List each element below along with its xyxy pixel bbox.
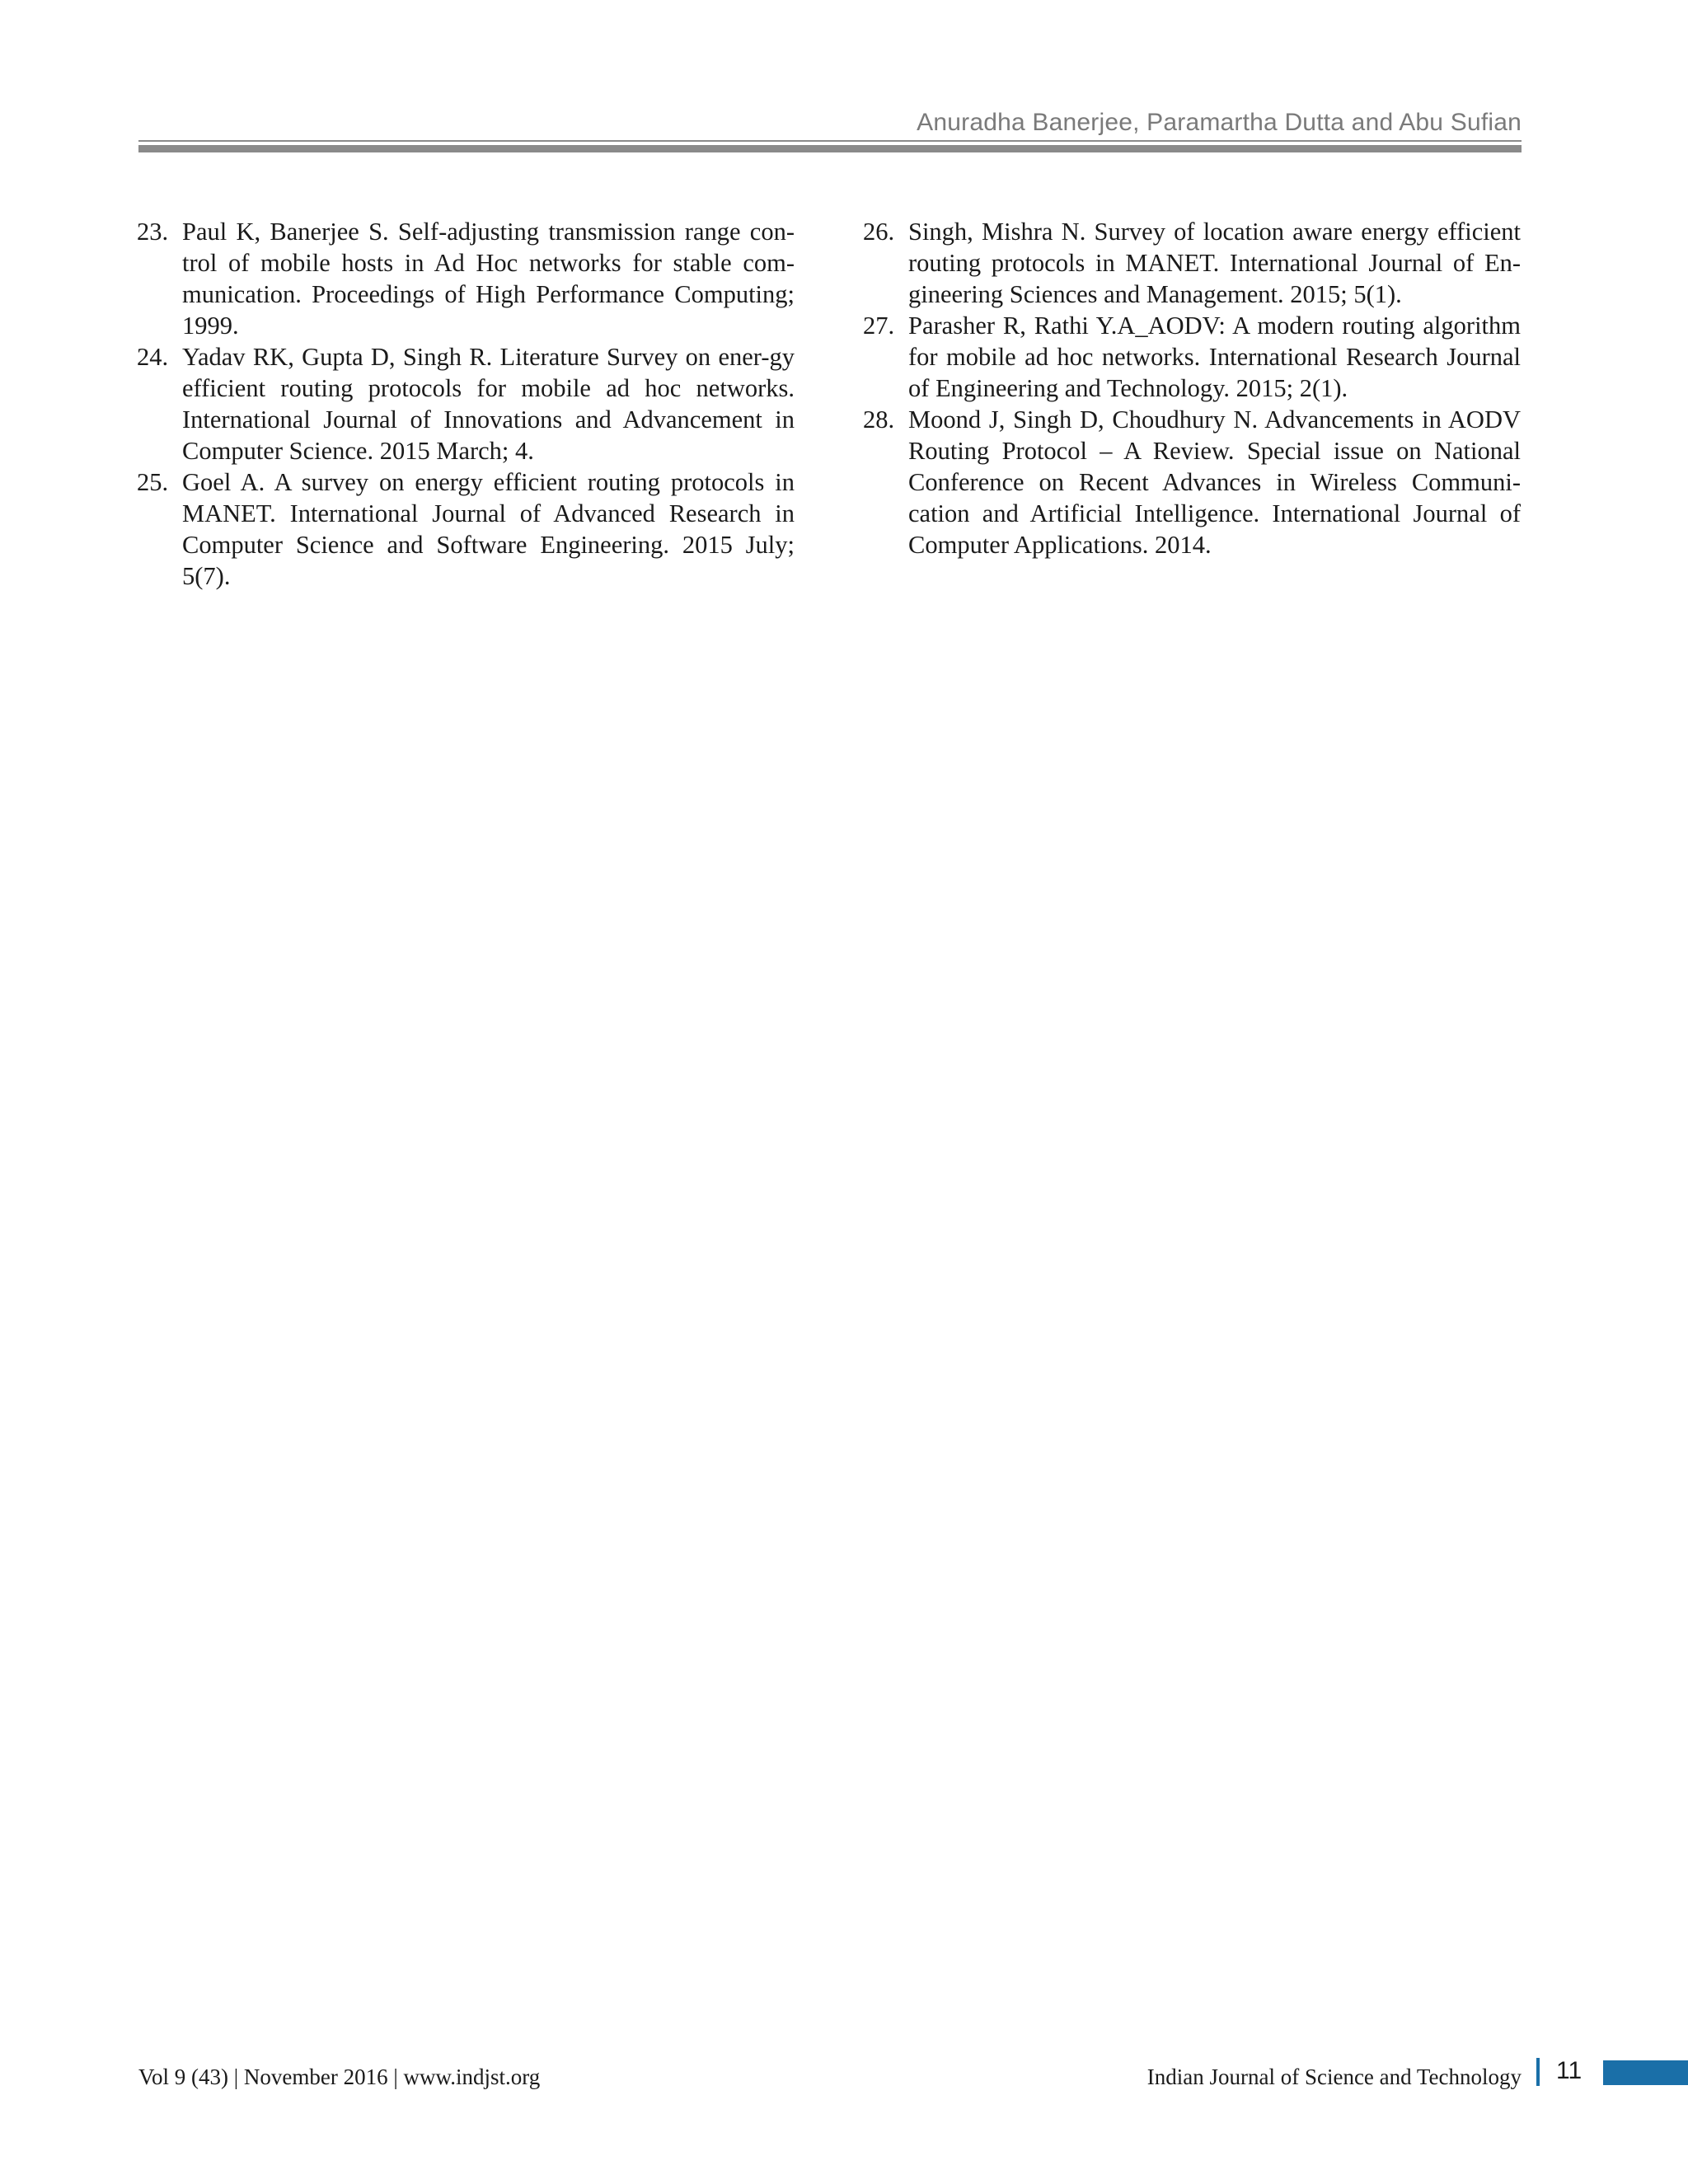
reference-text: Goel A. A survey on energy efficient routing protocols in MANET. International Journal of Advanced Research in Computer Science and Software Engineering. 2015 July; 5(7).: [182, 468, 795, 590]
reference-text: Parasher R, Rathi Y.A_AODV: A modern routing algorithm for mobile ad hoc networks. International Research Journal of Engineering and Technology. 2015; 2(1).: [908, 312, 1521, 402]
page-tab-accent: [1603, 2060, 1688, 2085]
reference-text: Paul K, Banerjee S. Self-adjusting transmission range con-trol of mobile hosts in Ad Hoc networks for stable com-munication. Proceedings of High Performance Computing; 1999.: [182, 218, 795, 340]
references-left-column: [137, 216, 795, 592]
reference-item: [137, 341, 795, 466]
running-head-authors: Anuradha Banerjee, Paramartha Dutta and Abu Sufian: [917, 109, 1522, 136]
footer-journal-name: Indian Journal of Science and Technology: [1146, 2064, 1522, 2089]
reference-text: Yadav RK, Gupta D, Singh R. Literature Survey on ener-gy efficient routing protocols for mobile ad hoc networks. International Journal of Innovations and Advancement in Computer Science. 2015 March; 4.: [182, 343, 795, 465]
header-rule-thick: [138, 145, 1522, 152]
reference-number: 23.: [137, 218, 169, 246]
reference-number: 25.: [137, 468, 169, 496]
references-right-column: [863, 216, 1521, 560]
reference-text: Moond J, Singh D, Choudhury N. Advancements in AODV Routing Protocol – A Review. Special issue on National Conference on Recent Advances in Wireless Communi-cation and Artificial Intelligence. International Journal of Computer Applications. 2014.: [908, 405, 1521, 559]
header-rule-thin: [138, 140, 1522, 142]
reference-number: 24.: [137, 343, 169, 371]
reference-text: Singh, Mishra N. Survey of location aware energy efficient routing protocols in MANET. International Journal of En-gineering Sciences and Management. 2015; 5(1).: [908, 218, 1521, 308]
reference-number: 28.: [863, 405, 895, 434]
reference-number: 27.: [863, 312, 895, 340]
reference-number: 26.: [863, 218, 895, 246]
footer-issue-info: Vol 9 (43) | November 2016 | www.indjst.org: [138, 2064, 541, 2089]
reference-item: [863, 216, 1521, 310]
footer-separator: [1536, 2058, 1540, 2086]
reference-item: [863, 404, 1521, 560]
reference-item: [137, 216, 795, 341]
page-number: 11: [1556, 2057, 1582, 2084]
reference-item: [863, 310, 1521, 404]
reference-item: [137, 466, 795, 592]
